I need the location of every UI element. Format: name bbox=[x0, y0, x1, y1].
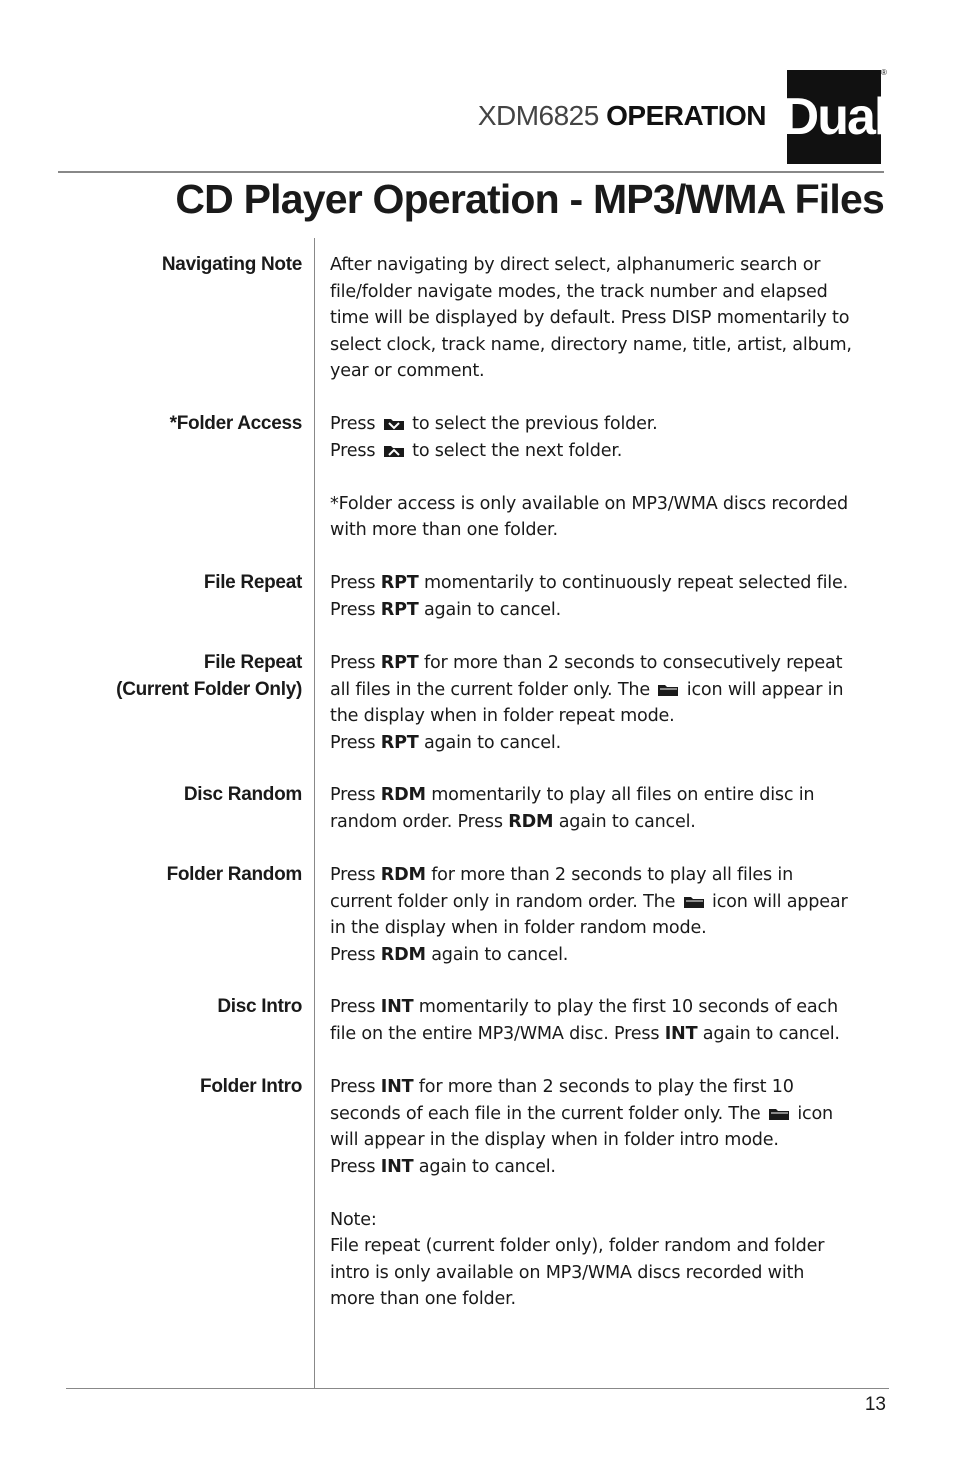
text-fragment: Press bbox=[330, 440, 376, 461]
text-line: more than one folder. bbox=[330, 1289, 516, 1309]
text-fragment: all files in the current folder only. The bbox=[330, 679, 650, 700]
text-line bbox=[330, 650, 895, 677]
text-fragment: icon will appear in bbox=[686, 679, 844, 700]
button-name: RDM bbox=[380, 944, 426, 965]
text-file-repeat-folder bbox=[330, 650, 895, 756]
text-fragment: Press bbox=[330, 997, 376, 1017]
text-disc-intro bbox=[330, 994, 895, 1047]
text-line: year or comment. bbox=[330, 361, 485, 381]
label-file-repeat-folder bbox=[116, 650, 302, 703]
text-fragment: Press bbox=[330, 1077, 376, 1097]
label-disc-intro: Disc Intro bbox=[217, 996, 302, 1017]
text-line bbox=[330, 438, 895, 465]
folder-icon bbox=[657, 683, 679, 697]
text-line bbox=[330, 411, 895, 438]
brand-logo-text: Dual bbox=[781, 88, 887, 146]
page-number: 13 bbox=[864, 1394, 886, 1415]
text-line: intro is only available on MP3/WMA discs recorded with bbox=[330, 1262, 805, 1283]
text-line bbox=[330, 677, 895, 704]
header-model-operation bbox=[478, 100, 766, 132]
note-title: Note: bbox=[330, 1209, 377, 1230]
label-file-repeat: File Repeat bbox=[203, 572, 302, 593]
text-fragment: random order. Press bbox=[330, 811, 503, 832]
model-name: XDM6825 bbox=[477, 100, 599, 131]
brand-logo bbox=[781, 70, 887, 164]
text-fragment: Press bbox=[330, 1156, 376, 1177]
page-title: CD Player Operation - MP3/WMA Files bbox=[175, 176, 884, 222]
text-folder-access bbox=[330, 411, 895, 544]
text-line bbox=[330, 1154, 895, 1181]
text-fragment: momentarily to play all files on entire disc in bbox=[431, 785, 815, 805]
text-line bbox=[330, 782, 895, 809]
label-disc-random: Disc Random bbox=[183, 784, 302, 805]
button-name: INT bbox=[380, 997, 414, 1017]
text-line bbox=[330, 730, 895, 757]
text-fragment: file on the entire MP3/WMA disc. Press bbox=[330, 1023, 660, 1044]
text-line bbox=[330, 597, 895, 624]
button-name: RPT bbox=[380, 599, 419, 620]
section-name: OPERATION bbox=[606, 100, 766, 131]
text-folder-intro bbox=[330, 1074, 895, 1313]
text-folder-random bbox=[330, 862, 895, 968]
text-line bbox=[330, 994, 895, 1021]
text-line bbox=[330, 862, 895, 889]
text-navigating-note bbox=[330, 252, 895, 385]
label-folder-intro: Folder Intro bbox=[200, 1076, 302, 1097]
text-line bbox=[330, 889, 895, 916]
text-fragment: for more than 2 seconds to consecutively repeat bbox=[423, 653, 843, 673]
text-line bbox=[330, 1101, 895, 1128]
text-fragment: momentarily to play the first 10 seconds of each bbox=[418, 997, 838, 1017]
text-fragment: Press bbox=[330, 785, 376, 805]
label-folder-random: Folder Random bbox=[166, 864, 302, 885]
text-line bbox=[330, 1021, 895, 1048]
text-fragment: icon bbox=[797, 1103, 833, 1124]
text-fragment: again to cancel. bbox=[423, 732, 561, 753]
label-line: (Current Folder Only) bbox=[116, 678, 302, 700]
button-name: RDM bbox=[508, 811, 554, 832]
column-divider bbox=[314, 238, 315, 1388]
text-fragment: seconds of each file in the current folder only. The bbox=[330, 1103, 761, 1124]
text-line: in the display when in folder random mode. bbox=[330, 918, 707, 938]
label-navigating-note: Navigating Note bbox=[161, 254, 302, 275]
text-fragment: Press bbox=[330, 944, 376, 965]
text-fragment: again to cancel. bbox=[431, 944, 569, 965]
registered-mark: ® bbox=[881, 68, 887, 77]
label-line: File Repeat bbox=[203, 652, 302, 673]
text-fragment: current folder only in random order. The bbox=[330, 891, 676, 912]
text-line: file/folder navigate modes, the track number and elapsed bbox=[330, 281, 828, 302]
text-line: select clock, track name, directory name, title, artist, album, bbox=[330, 334, 852, 355]
text-line: time will be displayed by default. Press DISP momentarily to bbox=[330, 308, 850, 328]
header-rule bbox=[58, 171, 884, 173]
text-fragment: again to cancel. bbox=[418, 1156, 556, 1177]
text-line bbox=[330, 1074, 895, 1101]
button-name: RPT bbox=[380, 653, 419, 673]
text-line: with more than one folder. bbox=[330, 520, 558, 540]
text-fragment: for more than 2 seconds to play the first 10 bbox=[418, 1077, 794, 1097]
text-line bbox=[330, 570, 895, 597]
footer-rule bbox=[66, 1388, 889, 1389]
text-fragment: again to cancel. bbox=[702, 1023, 840, 1044]
button-name: RPT bbox=[380, 573, 419, 593]
text-fragment: Press bbox=[330, 732, 376, 753]
folder-icon bbox=[768, 1107, 790, 1121]
text-line: *Folder access is only available on MP3/WMA discs recorded bbox=[330, 493, 848, 514]
text-file-repeat bbox=[330, 570, 895, 623]
button-name: RPT bbox=[380, 732, 419, 753]
text-line: the display when in folder repeat mode. bbox=[330, 706, 675, 726]
button-name: INT bbox=[380, 1077, 414, 1097]
button-name: RDM bbox=[380, 865, 426, 885]
text-disc-random bbox=[330, 782, 895, 835]
text-fragment: Press bbox=[330, 865, 376, 885]
folder-icon bbox=[683, 895, 705, 909]
text-line bbox=[330, 942, 895, 969]
text-fragment: to select the previous folder. bbox=[412, 414, 658, 434]
text-fragment: again to cancel. bbox=[558, 811, 696, 832]
folder-down-icon bbox=[383, 417, 405, 431]
button-name: INT bbox=[664, 1023, 698, 1044]
text-fragment: Press bbox=[330, 599, 376, 620]
text-fragment: icon will appear bbox=[712, 891, 848, 912]
text-fragment: for more than 2 seconds to play all files in bbox=[431, 865, 794, 885]
text-fragment: to select the next folder. bbox=[412, 440, 623, 461]
label-folder-access: *Folder Access bbox=[169, 413, 302, 434]
text-line: File repeat (current folder only), folder random and folder bbox=[330, 1236, 825, 1256]
button-name: RDM bbox=[380, 785, 426, 805]
text-fragment: Press bbox=[330, 653, 376, 673]
text-line: After navigating by direct select, alphanumeric search or bbox=[330, 255, 821, 275]
text-fragment: momentarily to continuously repeat selected file. bbox=[423, 573, 848, 593]
text-fragment: again to cancel. bbox=[423, 599, 561, 620]
text-line bbox=[330, 809, 895, 836]
button-name: INT bbox=[380, 1156, 414, 1177]
text-line: will appear in the display when in folder intro mode. bbox=[330, 1130, 779, 1150]
text-fragment: Press bbox=[330, 414, 376, 434]
folder-up-icon bbox=[383, 444, 405, 458]
text-fragment: Press bbox=[330, 573, 376, 593]
